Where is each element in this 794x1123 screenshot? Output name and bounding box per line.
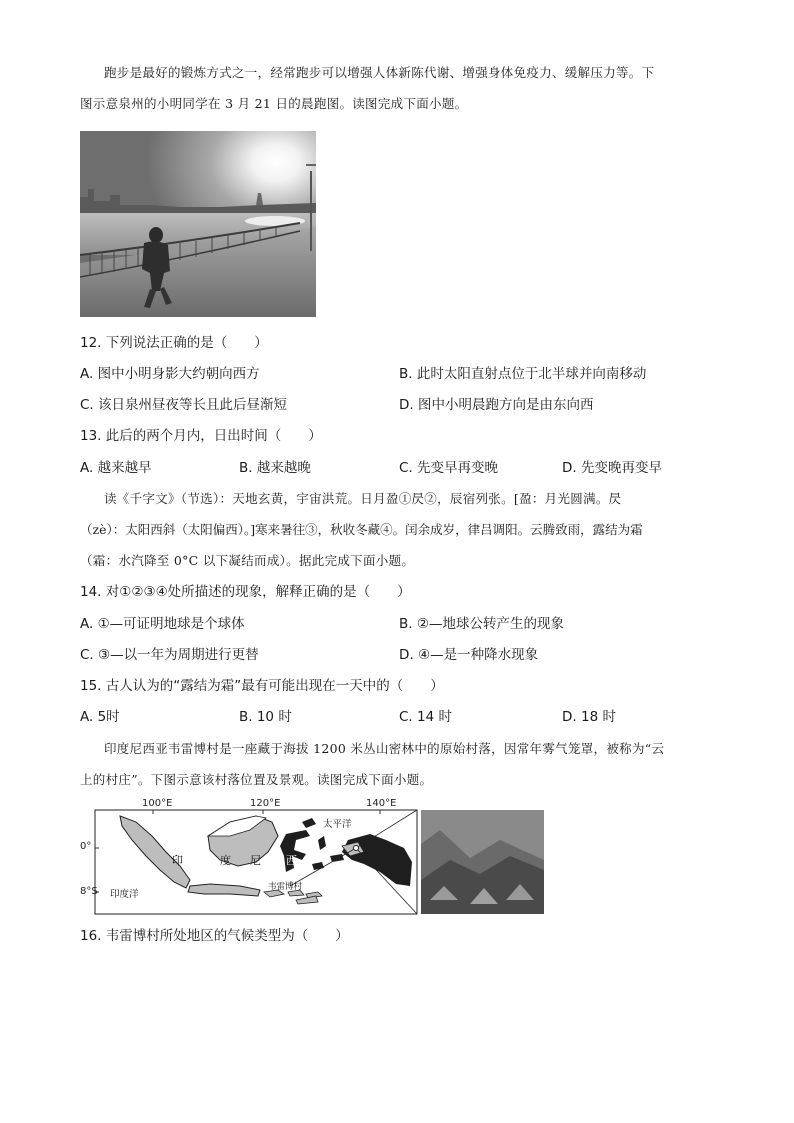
map-label-village: 韦雷博村 [268,882,303,892]
map-label-indian-ocean: 印度洋 [110,889,139,900]
intro-paragraph-3-line-1: 印度尼西亚韦雷博村是一座藏于海拔 1200 米丛山密林中的原始村落，因常年雾气笼罩，被称为“云 [104,741,665,756]
map-longitude-100e: 100°E [142,798,173,809]
intro-paragraph-2-line-1: 读《千字文》（节选）：天地玄黄，宇宙洪荒。日月盈①昃②，辰宿列张。[盈：月光圆满。昃 [104,491,622,506]
indonesia-location-map [80,800,544,918]
question-15-option-a: A. 5时 [80,709,120,725]
question-14-option-a: A. ①—可证明地球是个球体 [80,616,245,632]
map-latitude-0: 0° [80,841,92,852]
intro-paragraph-1-line-2: 图示意泉州的小明同学在 3 月 21 日的晨跑图。读图完成下面小题。 [80,96,468,111]
map-label-country-char-2: 度 [220,854,231,867]
map-longitude-120e: 120°E [250,798,281,809]
intro-paragraph-1-line-1: 跑步是最好的锻炼方式之一，经常跑步可以增强人体新陈代谢、增强身体免疫力、缓解压力等。下 [104,65,655,80]
question-12-stem: 12. 下列说法正确的是（ ） [80,335,268,351]
question-14-option-c: C. ③—以一年为周期进行更替 [80,647,259,663]
morning-run-photo [80,131,316,317]
intro-paragraph-3-line-2: 上的村庄”。下图示意该村落位置及景观。读图完成下面小题。 [80,772,433,787]
map-latitude-8s: 8°S [80,886,98,897]
map-label-country-char-1: 印 [172,854,183,867]
question-15-stem: 15. 古人认为的“露结为霜”最有可能出现在一天中的（ ） [80,678,444,694]
question-13-option-b: B. 越来越晚 [239,460,311,476]
question-12-option-d: D. 图中小明晨跑方向是由东向西 [399,397,594,413]
question-12-option-b: B. 此时太阳直射点位于北半球并向南移动 [399,366,647,382]
question-14-option-b: B. ②—地球公转产生的现象 [399,616,564,632]
question-16-stem: 16. 韦雷博村所处地区的气候类型为（ ） [80,928,349,944]
question-14-option-d: D. ④—是一种降水现象 [399,647,539,663]
map-label-country-char-3: 尼 [250,854,261,867]
question-14-stem: 14. 对①②③④处所描述的现象，解释正确的是（ ） [80,584,411,600]
question-12-option-c: C. 该日泉州昼夜等长且此后昼渐短 [80,397,288,413]
intro-paragraph-2-line-3: （霜：水汽降至 0°C 以下凝结而成）。据此完成下面小题。 [80,553,415,568]
map-label-pacific-ocean: 太平洋 [323,819,352,830]
question-15-option-c: C. 14 时 [399,709,452,725]
question-13-option-d: D. 先变晚再变早 [562,460,662,476]
question-13-stem: 13. 此后的两个月内，日出时间（ ） [80,428,322,444]
map-label-country-char-4: 西 [286,854,297,867]
map-longitude-140e: 140°E [366,798,397,809]
question-15-option-b: B. 10 时 [239,709,292,725]
question-15-option-d: D. 18 时 [562,709,616,725]
question-13-option-c: C. 先变早再变晚 [399,460,499,476]
question-12-option-a: A. 图中小明身影大约朝向西方 [80,366,260,382]
intro-paragraph-2-line-2: （zè）：太阳西斜（太阳偏西）。]寒来暑往③，秋收冬藏④。闰余成岁，律吕调阳。云腾致雨，露结为霜 [80,522,643,537]
question-13-option-a: A. 越来越早 [80,460,152,476]
